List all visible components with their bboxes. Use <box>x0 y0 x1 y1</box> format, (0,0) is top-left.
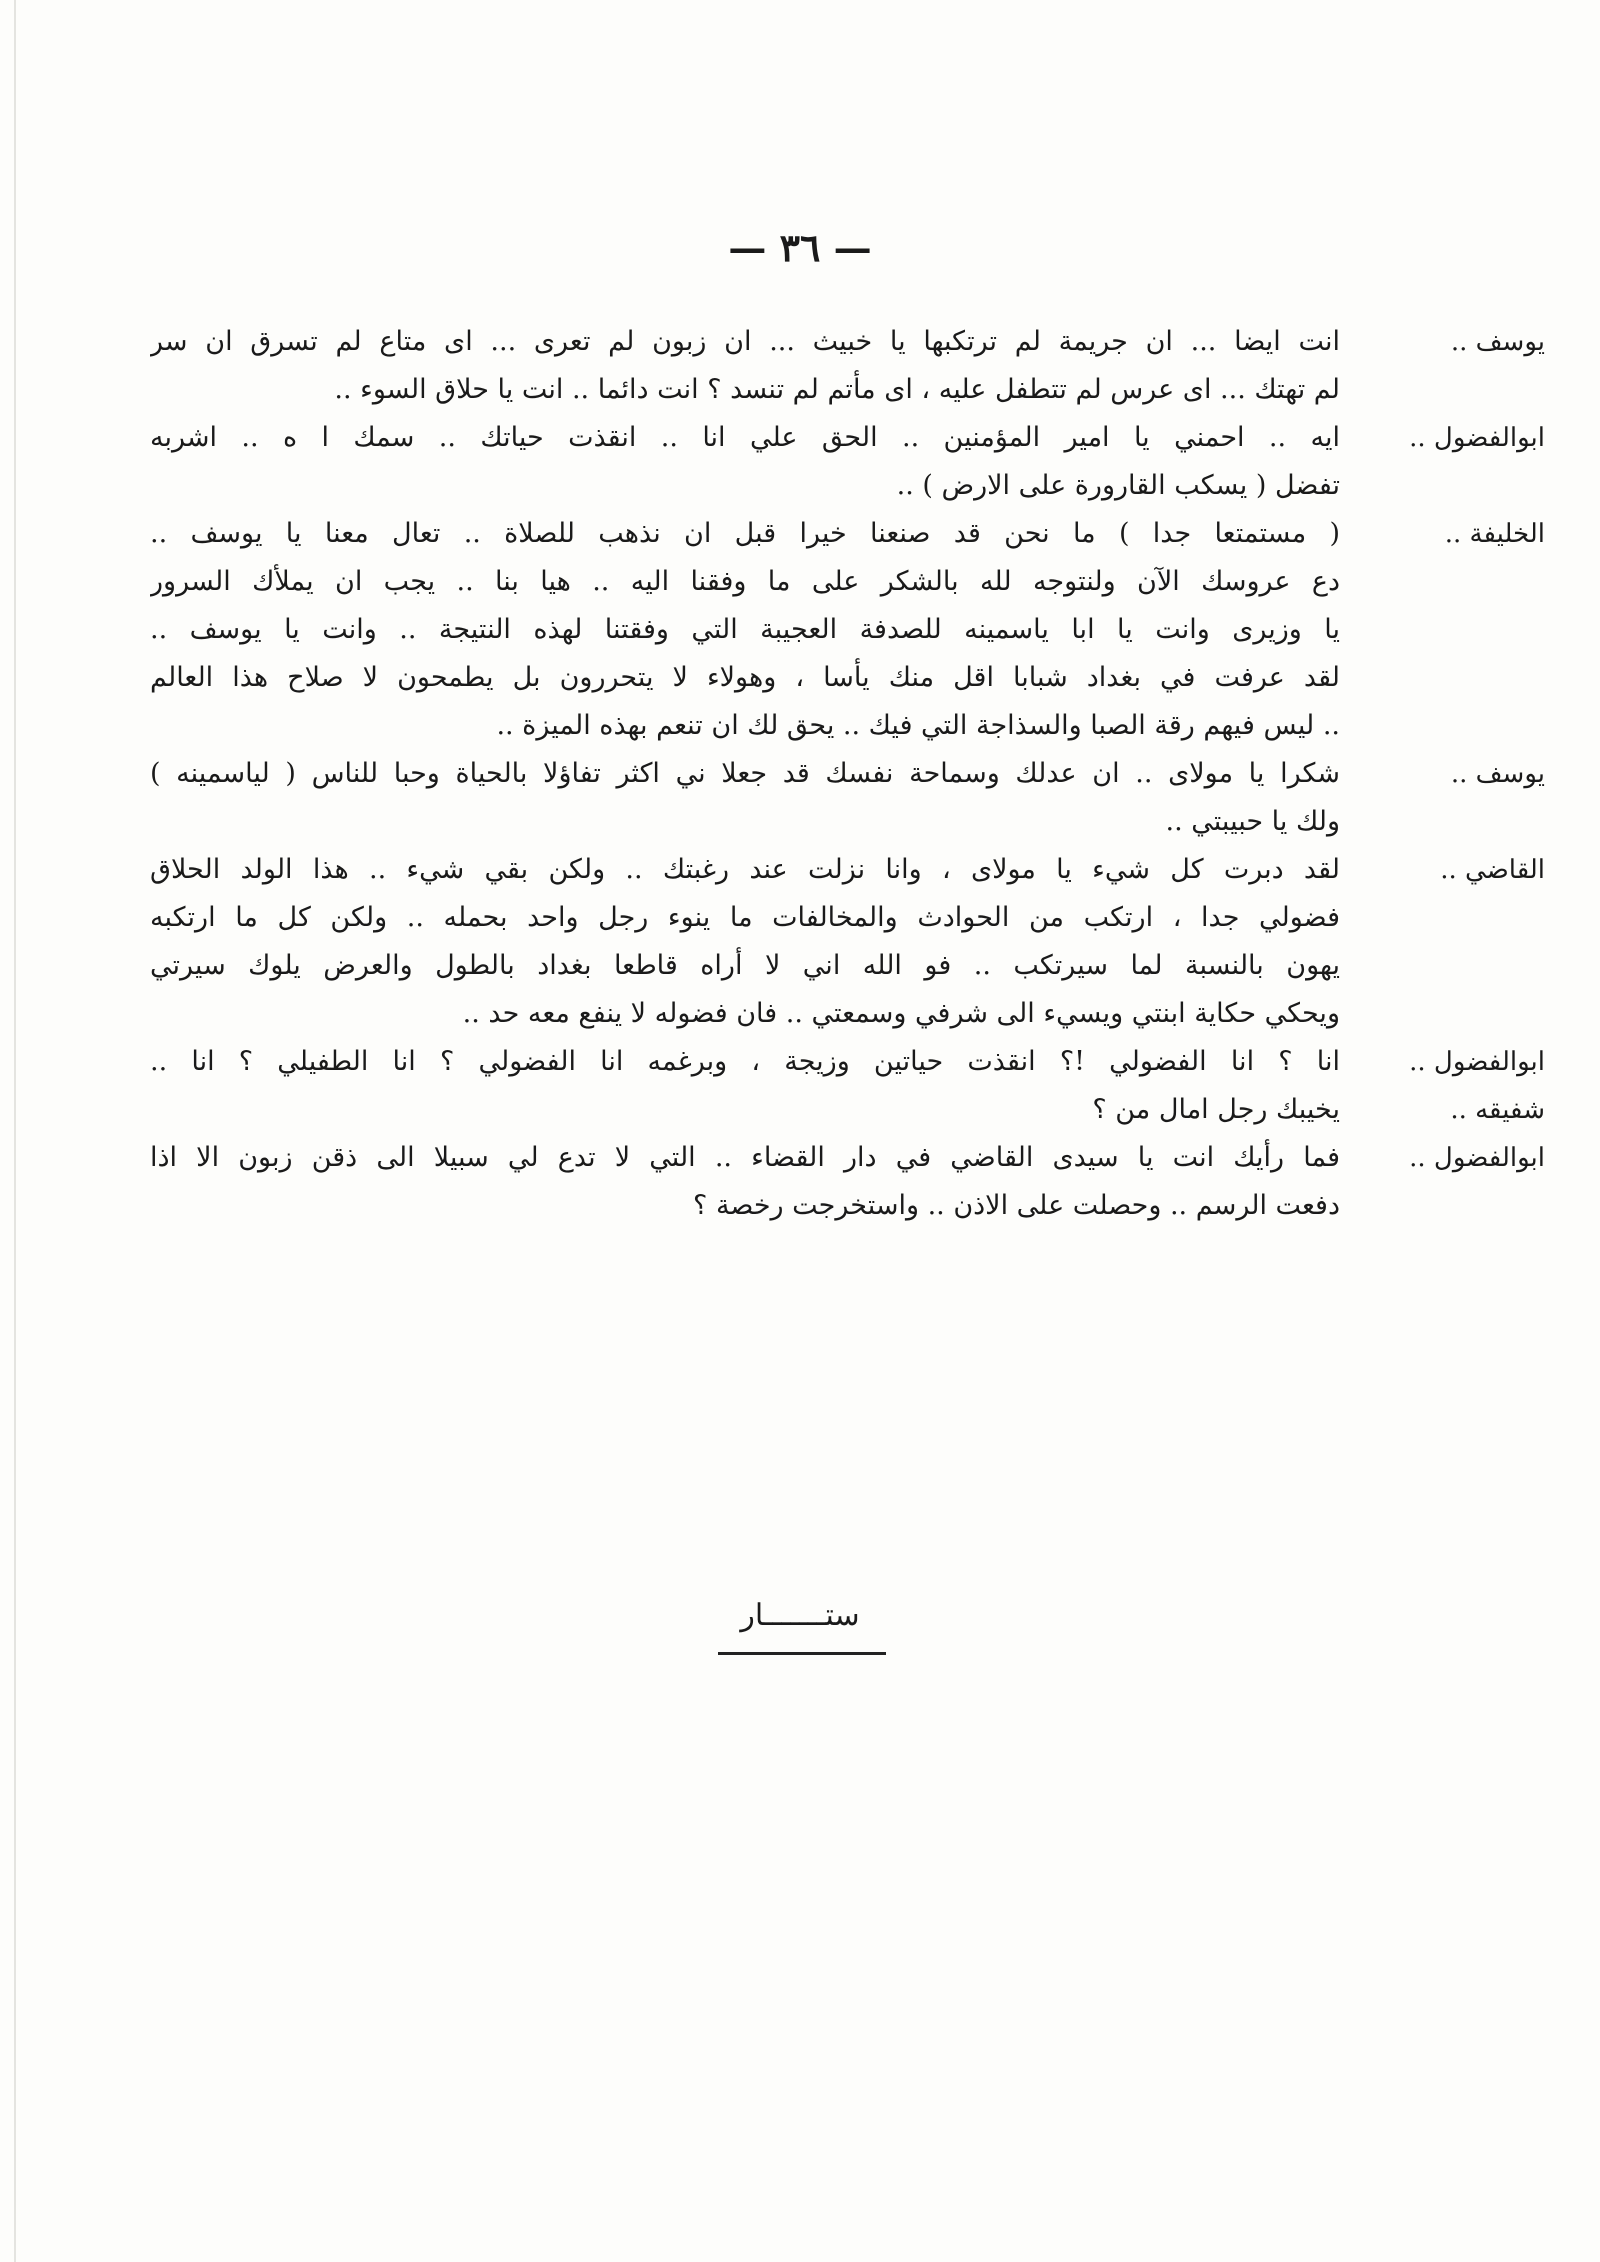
text-line: تفضل ( يسكب القارورة على الارض ) .. <box>896 470 1340 501</box>
dialogue-text <box>150 318 1340 414</box>
text-line: دفعت الرسم .. وحصلت على الاذن .. واستخرجت رخصة ؟ <box>693 1190 1340 1221</box>
text-line: يا وزيرى وانت يا ابا ياسمينه للصدفة العجيبة التي وفقتنا لهذه النتيجة .. وانت يا يوسف .. <box>150 614 1340 645</box>
dialogue-entry <box>150 750 1545 846</box>
speaker-name: ابوالفضول .. <box>1409 423 1545 453</box>
text-line: ايه .. احمني يا امير المؤمنين .. الحق علي انا .. انقذت حياتك .. سمك ا ه .. اشربه <box>150 422 1340 453</box>
speaker-name: يوسف .. <box>1450 759 1545 789</box>
dialogue-text <box>150 1134 1340 1230</box>
text-line: فما رأيك انت يا سيدى القاضي في دار القضاء .. التي لا تدع لي سبيلا الى ذقن زبون الا اذا <box>150 1142 1340 1173</box>
text-line: فضولي جدا ، ارتكب من الحوادث والمخالفات ما ينوء رجل واحد بحمله .. ولكن كل ما ارتكبه <box>150 902 1340 933</box>
dialogue-text <box>150 846 1340 1038</box>
page-edge-shadow <box>14 0 16 2262</box>
text-line: دع عروسك الآن ولنتوجه لله بالشكر على ما وفقنا اليه .. هيا بنا .. يجب ان يملأك السرور <box>150 566 1340 597</box>
dialogue-entry <box>150 846 1545 1038</box>
text-line: ( مستمتعا جدا ) ما نحن قد صنعنا خيرا قبل ان نذهب للصلاة .. تعال معنا يا يوسف .. <box>150 518 1340 549</box>
page-number: — ٣٦ — <box>728 225 872 270</box>
dialogue-entry <box>150 510 1545 750</box>
speaker-name: الخليفة .. <box>1444 519 1545 549</box>
dialogue-entry <box>150 1038 1545 1086</box>
dialogue-text <box>150 414 1340 510</box>
dialogue-block <box>150 318 1545 1230</box>
dialogue-entry <box>150 318 1545 414</box>
text-line: لقد عرفت في بغداد شبابا اقل منك يأسا ، وهولاء لا يتحررون بل يطمحون لا صلاح هذا العالم <box>150 662 1340 693</box>
dialogue-text <box>150 1086 1340 1134</box>
text-line: ولك يا حبيبتي .. <box>1165 806 1340 837</box>
text-line: يخيبك رجل امال من ؟ <box>1092 1094 1340 1125</box>
text-line: لم تهتك ... اى عرس لم تتطفل عليه ، اى مأتم لم تنسد ؟ انت دائما .. انت يا حلاق السوء .. <box>334 374 1340 405</box>
speaker-name: يوسف .. <box>1450 327 1545 357</box>
text-line: يهون بالنسبة لما سيرتكب .. فو الله اني لا أراه قاطعا بغداد بالطول والعرض يلوك سيرتي <box>150 950 1340 981</box>
text-line: لقد دبرت كل شيء يا مولاى ، وانا نزلت عند رغبتك .. ولكن بقي شيء .. هذا الولد الحلاق <box>150 854 1340 885</box>
speaker-name: ابوالفضول .. <box>1409 1143 1545 1173</box>
dialogue-entry <box>150 1086 1545 1134</box>
dialogue-entry <box>150 414 1545 510</box>
curtain-closing: ستـــــــار <box>740 1598 860 1633</box>
dialogue-text <box>150 750 1340 846</box>
text-line: ويحكي حكاية ابنتي ويسيء الى شرفي وسمعتي .. فان فضوله لا ينفع معه حد .. <box>462 998 1340 1029</box>
dialogue-text <box>150 1038 1340 1086</box>
dialogue-text <box>150 510 1340 750</box>
speaker-name: شفيقه .. <box>1450 1095 1545 1125</box>
text-line: انت ايضا ... ان جريمة لم ترتكبها يا خبيث ... ان زبون لم تعرى ... اى متاع لم تسرق ان سر <box>150 326 1340 357</box>
speaker-name: ابوالفضول .. <box>1409 1047 1545 1077</box>
dialogue-entry <box>150 1134 1545 1230</box>
text-line: .. ليس فيهم رقة الصبا والسذاجة التي فيك .. يحق لك ان تنعم بهذه الميزة .. <box>496 710 1340 741</box>
closing-underline <box>718 1652 886 1655</box>
speaker-name: القاضي .. <box>1440 855 1545 885</box>
text-line: انا ؟ انا الفضولي !؟ انقذت حياتين وزيجة ، وبرغمه انا الفضولي ؟ انا الطفيلي ؟ انا .. <box>150 1046 1340 1077</box>
text-line: شكرا يا مولاى .. ان عدلك وسماحة نفسك قد جعلا ني اكثر تفاؤلا بالحياة وحبا للناس ( لياسمينه ) <box>150 758 1340 789</box>
